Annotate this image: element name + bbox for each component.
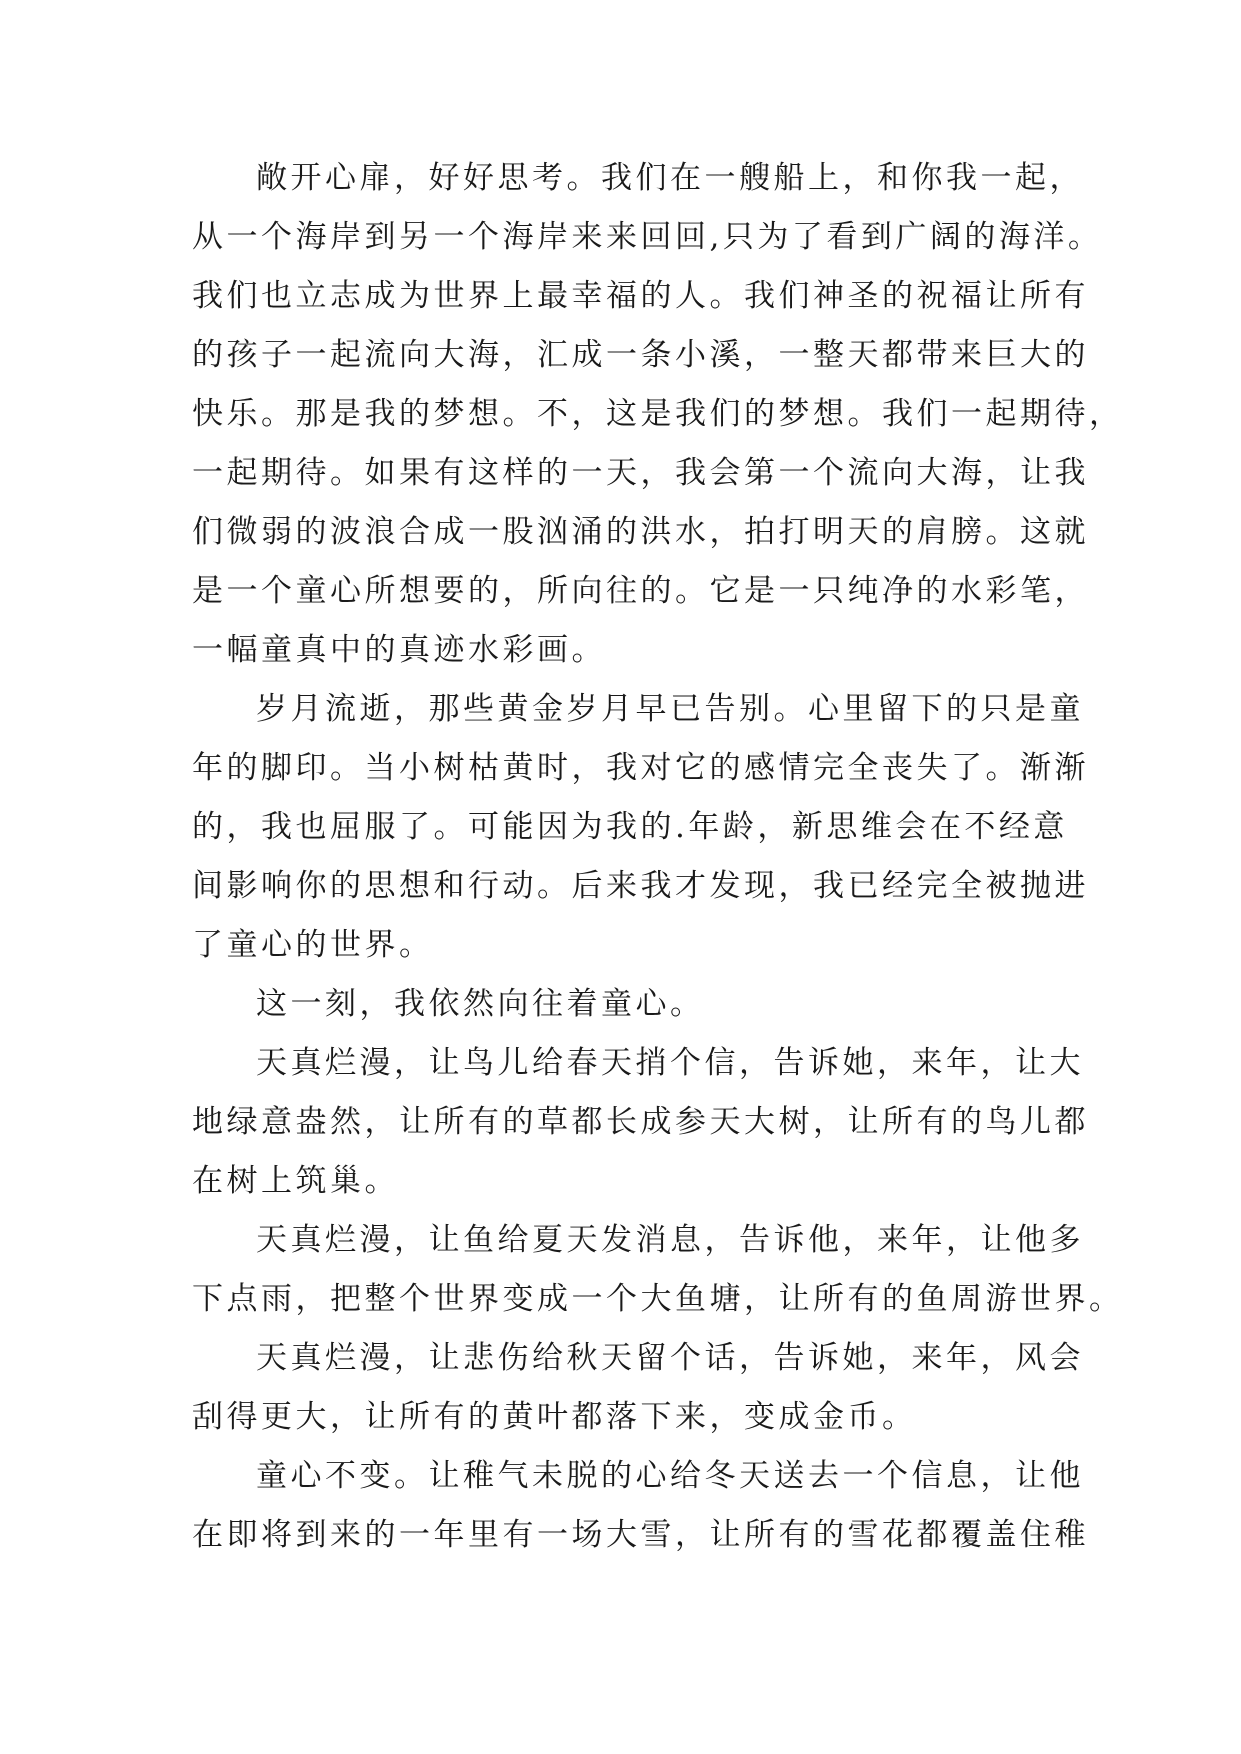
paragraph-line: 童心不变。让稚气未脱的心给冬天送去一个信息，让他 [256, 1458, 1084, 1494]
paragraph-line: 我们也立志成为世界上最幸福的人。我们神圣的祝福让所有 [192, 278, 1089, 314]
paragraph-line: 快乐。那是我的梦想。不，这是我们的梦想。我们一起期待， [192, 396, 1124, 432]
paragraph-line: 这一刻，我依然向往着童心。 [256, 986, 705, 1022]
paragraph-line: 天真烂漫，让鱼给夏天发消息，告诉他，来年，让他多 [256, 1222, 1084, 1258]
paragraph-line: 地绿意盎然，让所有的草都长成参天大树，让所有的鸟儿都 [192, 1104, 1089, 1140]
paragraph-line: 们微弱的波浪合成一股汹涌的洪水，拍打明天的肩膀。这就 [192, 514, 1089, 550]
paragraph-line: 天真烂漫，让悲伤给秋天留个话，告诉她，来年，风会 [256, 1340, 1084, 1376]
paragraph-line: 的，我也屈服了。可能因为我的.年龄，新思维会在不经意 [192, 809, 1068, 845]
paragraph-line: 下点雨，把整个世界变成一个大鱼塘，让所有的鱼周游世界。 [192, 1281, 1124, 1317]
paragraph-line: 岁月流逝，那些黄金岁月早已告别。心里留下的只是童 [256, 691, 1084, 727]
paragraph-line: 天真烂漫，让鸟儿给春天捎个信，告诉她，来年，让大 [256, 1045, 1084, 1081]
paragraph-line: 在树上筑巢。 [192, 1163, 399, 1199]
paragraph-line: 是一个童心所想要的，所向往的。它是一只纯净的水彩笔， [192, 573, 1089, 609]
paragraph-line: 从一个海岸到另一个海岸来来回回,只为了看到广阔的海洋。 [192, 219, 1103, 255]
paragraph-line: 在即将到来的一年里有一场大雪，让所有的雪花都覆盖住稚 [192, 1517, 1089, 1553]
paragraph-line: 了童心的世界。 [192, 927, 434, 963]
paragraph-line: 年的脚印。当小树枯黄时，我对它的感情完全丧失了。渐渐 [192, 750, 1089, 786]
paragraph-line: 的孩子一起流向大海，汇成一条小溪，一整天都带来巨大的 [192, 337, 1089, 373]
paragraph-line: 敞开心扉，好好思考。我们在一艘船上，和你我一起， [256, 160, 1084, 196]
paragraph-line: 一幅童真中的真迹水彩画。 [192, 632, 606, 668]
paragraph-line: 间影响你的思想和行动。后来我才发现，我已经完全被抛进 [192, 868, 1089, 904]
paragraph-line: 刮得更大，让所有的黄叶都落下来，变成金币。 [192, 1399, 917, 1435]
paragraph-line: 一起期待。如果有这样的一天，我会第一个流向大海，让我 [192, 455, 1089, 491]
